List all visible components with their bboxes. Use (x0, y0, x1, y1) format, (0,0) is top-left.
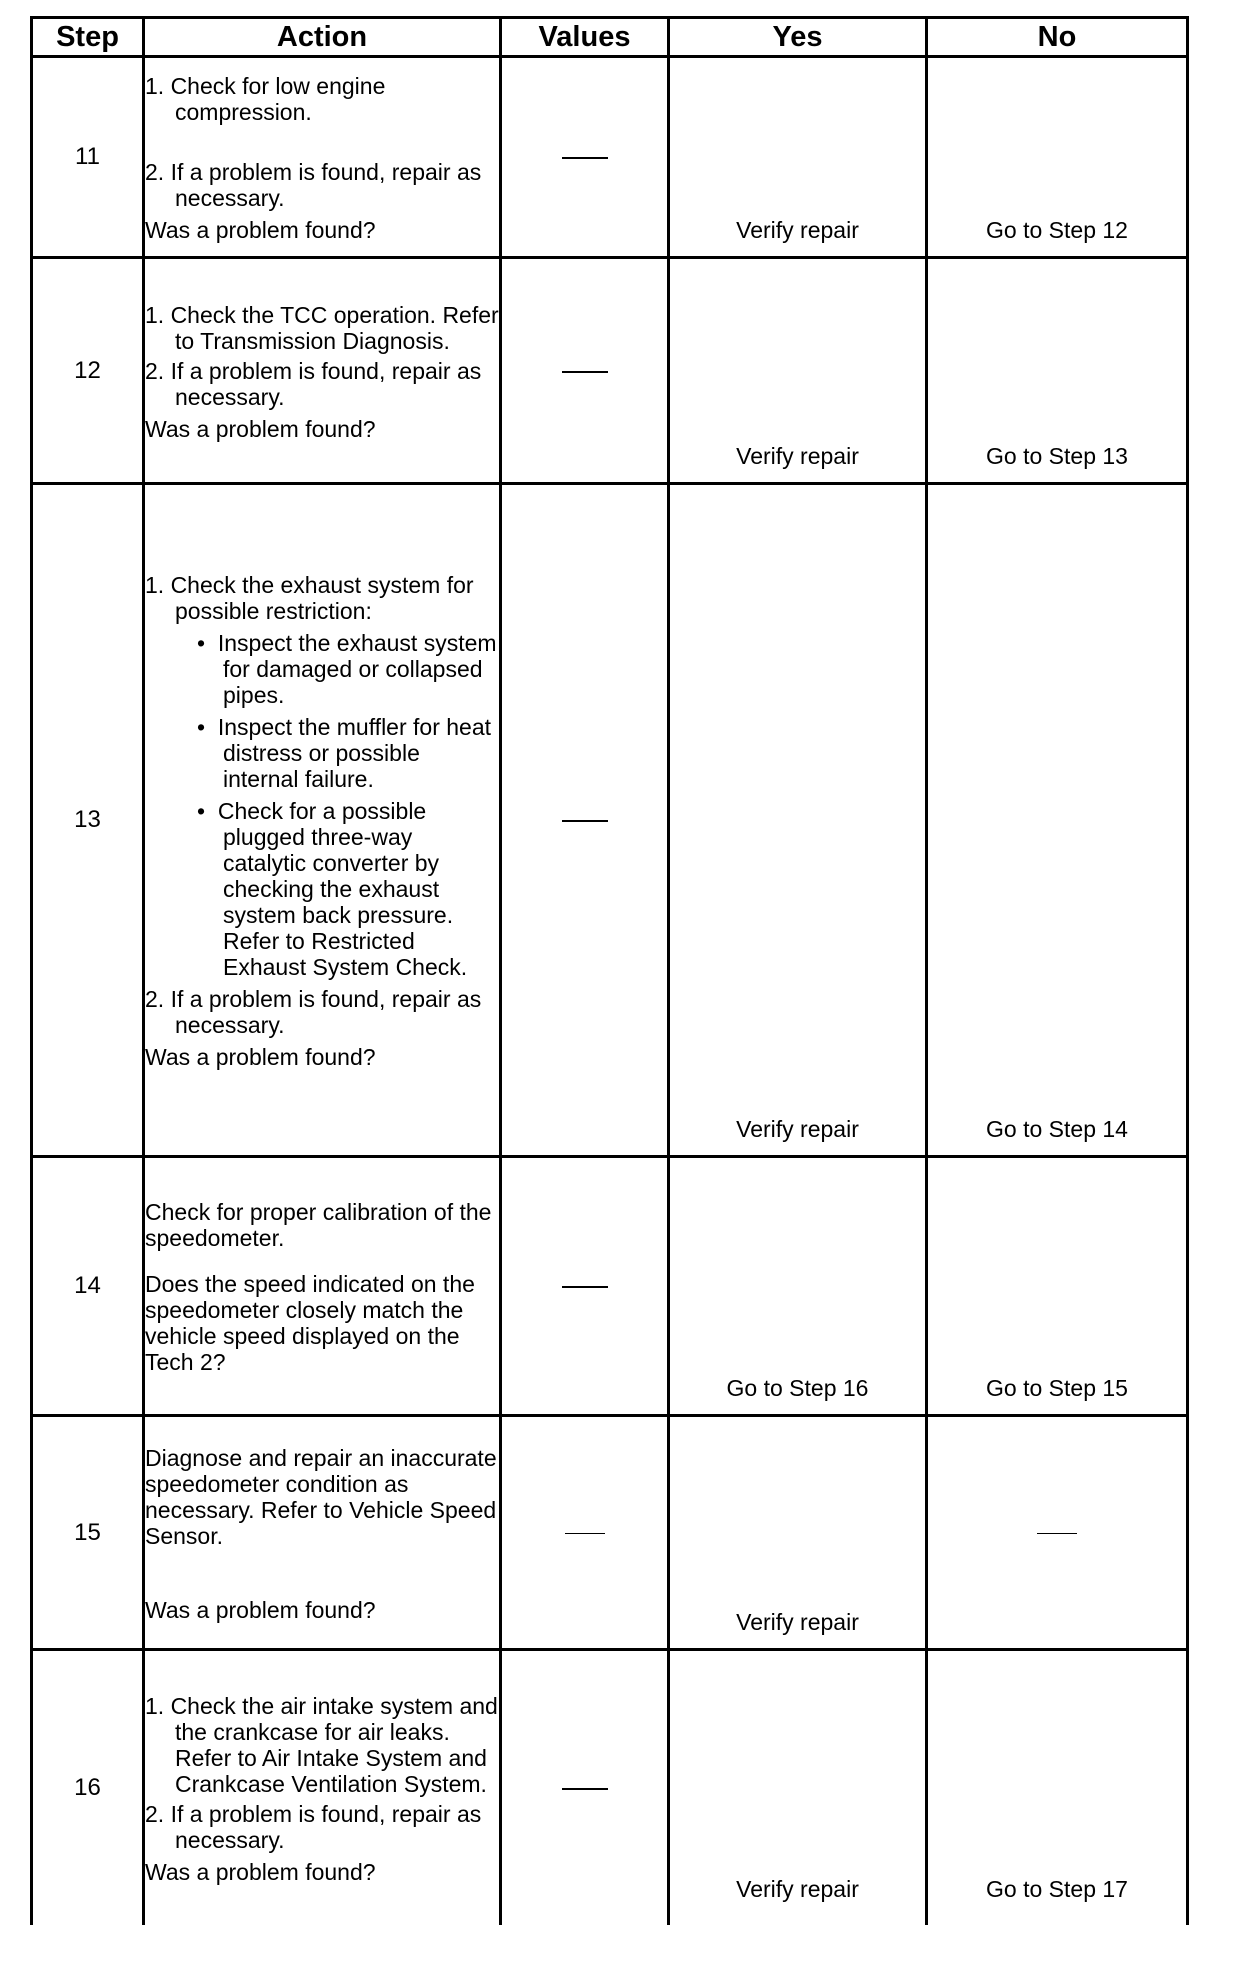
no-outcome: Go to Step 13 (986, 443, 1128, 469)
step-number: 16 (32, 1650, 144, 1925)
yes-cell (669, 484, 927, 1157)
values-cell (501, 1157, 669, 1416)
yes-outcome: Verify repair (736, 1116, 859, 1142)
empty-dash (562, 1788, 608, 1790)
yes-cell (669, 1157, 927, 1416)
action-item: 1. Check the TCC operation. Refer to Transmission Diagnosis. (145, 301, 499, 354)
empty-dash (562, 157, 608, 159)
no-cell (927, 258, 1188, 484)
header-yes: Yes (669, 18, 927, 57)
table-row (32, 57, 1188, 258)
values-cell (501, 258, 669, 484)
action-bullet: • Check for a possible plugged three-way catalytic converter by checking the exhaust system back pressure. Refer to Restricted Exhaust System Check. (197, 798, 468, 980)
no-cell (927, 1157, 1188, 1416)
no-cell (927, 1650, 1188, 1925)
diagnostic-table (30, 16, 1189, 1925)
no-cell (927, 57, 1188, 258)
action-question: Was a problem found? (145, 1596, 376, 1623)
header-no: No (927, 18, 1188, 57)
empty-dash (562, 1286, 608, 1288)
step-number: 11 (32, 57, 144, 258)
step-number: 12 (32, 258, 144, 484)
action-item: 1. Check the air intake system and the crankcase for air leaks. Refer to Air Intake System and Crankcase Ventilation System. (145, 1692, 498, 1797)
action-text: Check for proper calibration of the speedometer. (145, 1199, 492, 1251)
table-row (32, 1416, 1188, 1650)
action-cell (144, 258, 501, 484)
yes-outcome: Verify repair (736, 443, 859, 469)
header-values: Values (501, 18, 669, 57)
yes-cell (669, 258, 927, 484)
step-number: 15 (32, 1416, 144, 1650)
header-step: Step (32, 18, 144, 57)
no-outcome: Go to Step 14 (986, 1116, 1128, 1142)
yes-outcome: Verify repair (736, 217, 859, 243)
table-row (32, 258, 1188, 484)
yes-outcome: Verify repair (736, 1875, 859, 1902)
action-item: 2. If a problem is found, repair as necessary. (145, 159, 482, 211)
action-question: Was a problem found? (145, 1858, 376, 1885)
yes-outcome: Go to Step 16 (726, 1375, 869, 1401)
action-item: 1. Check for low engine compression. (145, 73, 386, 125)
empty-dash (562, 820, 608, 822)
action-bullet: • Inspect the muffler for heat distress or possible internal failure. (197, 714, 492, 792)
action-question: Was a problem found? (145, 415, 376, 442)
action-cell (144, 484, 501, 1157)
action-cell (144, 1650, 501, 1925)
step-number: 14 (32, 1157, 144, 1416)
no-cell (927, 1416, 1188, 1650)
empty-dash (562, 371, 608, 373)
header-row (32, 18, 1188, 57)
empty-dash (1037, 1533, 1077, 1534)
table-row (32, 484, 1188, 1157)
no-outcome: Go to Step 17 (986, 1875, 1128, 1902)
yes-cell (669, 1650, 927, 1925)
values-cell (501, 1650, 669, 1925)
no-outcome: Go to Step 15 (986, 1375, 1128, 1401)
action-question: Was a problem found? (145, 217, 376, 243)
values-cell (501, 1416, 669, 1650)
action-question: Does the speed indicated on the speedometer closely match the vehicle speed displayed on the Tech 2? (145, 1271, 475, 1375)
action-item: 1. Check the exhaust system for possible restriction: (145, 572, 474, 624)
table-row (32, 1157, 1188, 1416)
yes-cell (669, 1416, 927, 1650)
action-bullet: • Inspect the exhaust system for damaged or collapsed pipes. (197, 630, 497, 708)
no-outcome: Go to Step 12 (986, 217, 1128, 243)
action-item: 2. If a problem is found, repair as necessary. (145, 1800, 482, 1853)
table-row (32, 1650, 1188, 1925)
values-cell (501, 57, 669, 258)
action-cell (144, 57, 501, 258)
action-cell (144, 1416, 501, 1650)
values-cell (501, 484, 669, 1157)
action-item: 2. If a problem is found, repair as necessary. (145, 986, 482, 1038)
no-cell (927, 484, 1188, 1157)
action-text: Diagnose and repair an inaccurate speedometer condition as necessary. Refer to Vehicle Speed Sensor. (145, 1444, 497, 1549)
action-question: Was a problem found? (145, 1044, 376, 1070)
header-action: Action (144, 18, 501, 57)
yes-outcome: Verify repair (736, 1609, 859, 1635)
action-cell (144, 1157, 501, 1416)
step-number: 13 (32, 484, 144, 1157)
action-item: 2. If a problem is found, repair as necessary. (145, 357, 482, 410)
yes-cell (669, 57, 927, 258)
empty-dash (565, 1533, 605, 1534)
